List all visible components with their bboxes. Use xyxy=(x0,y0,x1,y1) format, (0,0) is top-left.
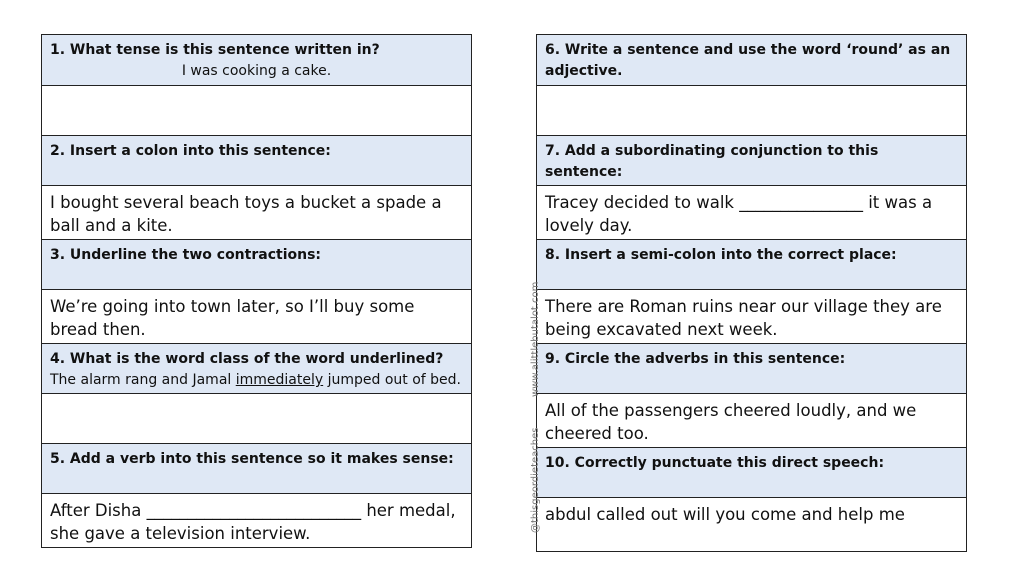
answer-box-3[interactable] xyxy=(42,289,471,343)
question-4 xyxy=(42,343,471,393)
question-5-sentence-start: After Disha xyxy=(50,501,147,520)
question-9-sentence: All of the passengers cheered loudly, and we cheered too. xyxy=(545,401,917,443)
left-question-column xyxy=(41,34,472,548)
question-7-sentence-start: Tracey decided to walk xyxy=(545,193,740,212)
question-5-title: 5. Add a verb into this sentence so it makes sense: xyxy=(50,451,454,467)
question-10-sentence: abdul called out will you come and help me xyxy=(545,505,905,524)
question-5-blank[interactable]: __________________________ xyxy=(146,501,362,520)
question-5-sentence-end: her medal, she gave a television interview. xyxy=(50,501,456,543)
answer-box-5[interactable] xyxy=(42,493,471,547)
answer-box-4[interactable] xyxy=(42,393,471,443)
question-9-title: 9. Circle the adverbs in this sentence: xyxy=(545,351,846,367)
question-7-title: 7. Add a subordinating conjunction to this sentence: xyxy=(545,143,879,180)
question-7-blank[interactable]: _______________ xyxy=(739,193,863,212)
watermark-site: www.alittlebutalot.com xyxy=(530,281,541,397)
watermark-handle: @thisgeordieteaches xyxy=(530,427,541,533)
question-5 xyxy=(42,443,471,493)
question-8 xyxy=(537,239,966,289)
answer-box-2[interactable] xyxy=(42,185,471,239)
question-9 xyxy=(537,343,966,393)
question-4-sentence-end: jumped out of bed. xyxy=(323,372,462,388)
question-10-title: 10. Correctly punctuate this direct speech: xyxy=(545,455,885,471)
right-question-column xyxy=(536,34,967,552)
question-3-title: 3. Underline the two contractions: xyxy=(50,247,322,263)
question-3 xyxy=(42,239,471,289)
question-7-sentence-end: it was a lovely day. xyxy=(545,193,933,235)
question-4-sentence xyxy=(50,370,463,391)
question-1 xyxy=(42,35,471,85)
question-4-title: 4. What is the word class of the word underlined? xyxy=(50,351,444,367)
answer-box-9[interactable] xyxy=(537,393,966,447)
question-4-underlined-word: immediately xyxy=(235,372,324,388)
question-1-title: 1. What tense is this sentence written in? xyxy=(50,42,380,58)
question-7 xyxy=(537,135,966,185)
answer-box-6[interactable] xyxy=(537,85,966,135)
question-2-title: 2. Insert a colon into this sentence: xyxy=(50,143,331,159)
question-8-sentence: There are Roman ruins near our village they are being excavated next week. xyxy=(545,297,942,339)
answer-box-1[interactable] xyxy=(42,85,471,135)
answer-box-10[interactable] xyxy=(537,497,966,551)
question-6 xyxy=(537,35,966,85)
answer-box-8[interactable] xyxy=(537,289,966,343)
answer-box-7[interactable] xyxy=(537,185,966,239)
question-4-sentence-start: The alarm rang and Jamal xyxy=(50,372,236,388)
question-8-title: 8. Insert a semi-colon into the correct place: xyxy=(545,247,897,263)
question-6-title: 6. Write a sentence and use the word ‘round’ as an adjective. xyxy=(545,42,951,79)
question-2 xyxy=(42,135,471,185)
question-10 xyxy=(537,447,966,497)
question-1-sentence: I was cooking a cake. xyxy=(181,63,332,79)
question-2-sentence: I bought several beach toys a bucket a spade a ball and a kite. xyxy=(50,193,442,235)
question-3-sentence: We’re going into town later, so I’ll buy some bread then. xyxy=(50,297,415,339)
